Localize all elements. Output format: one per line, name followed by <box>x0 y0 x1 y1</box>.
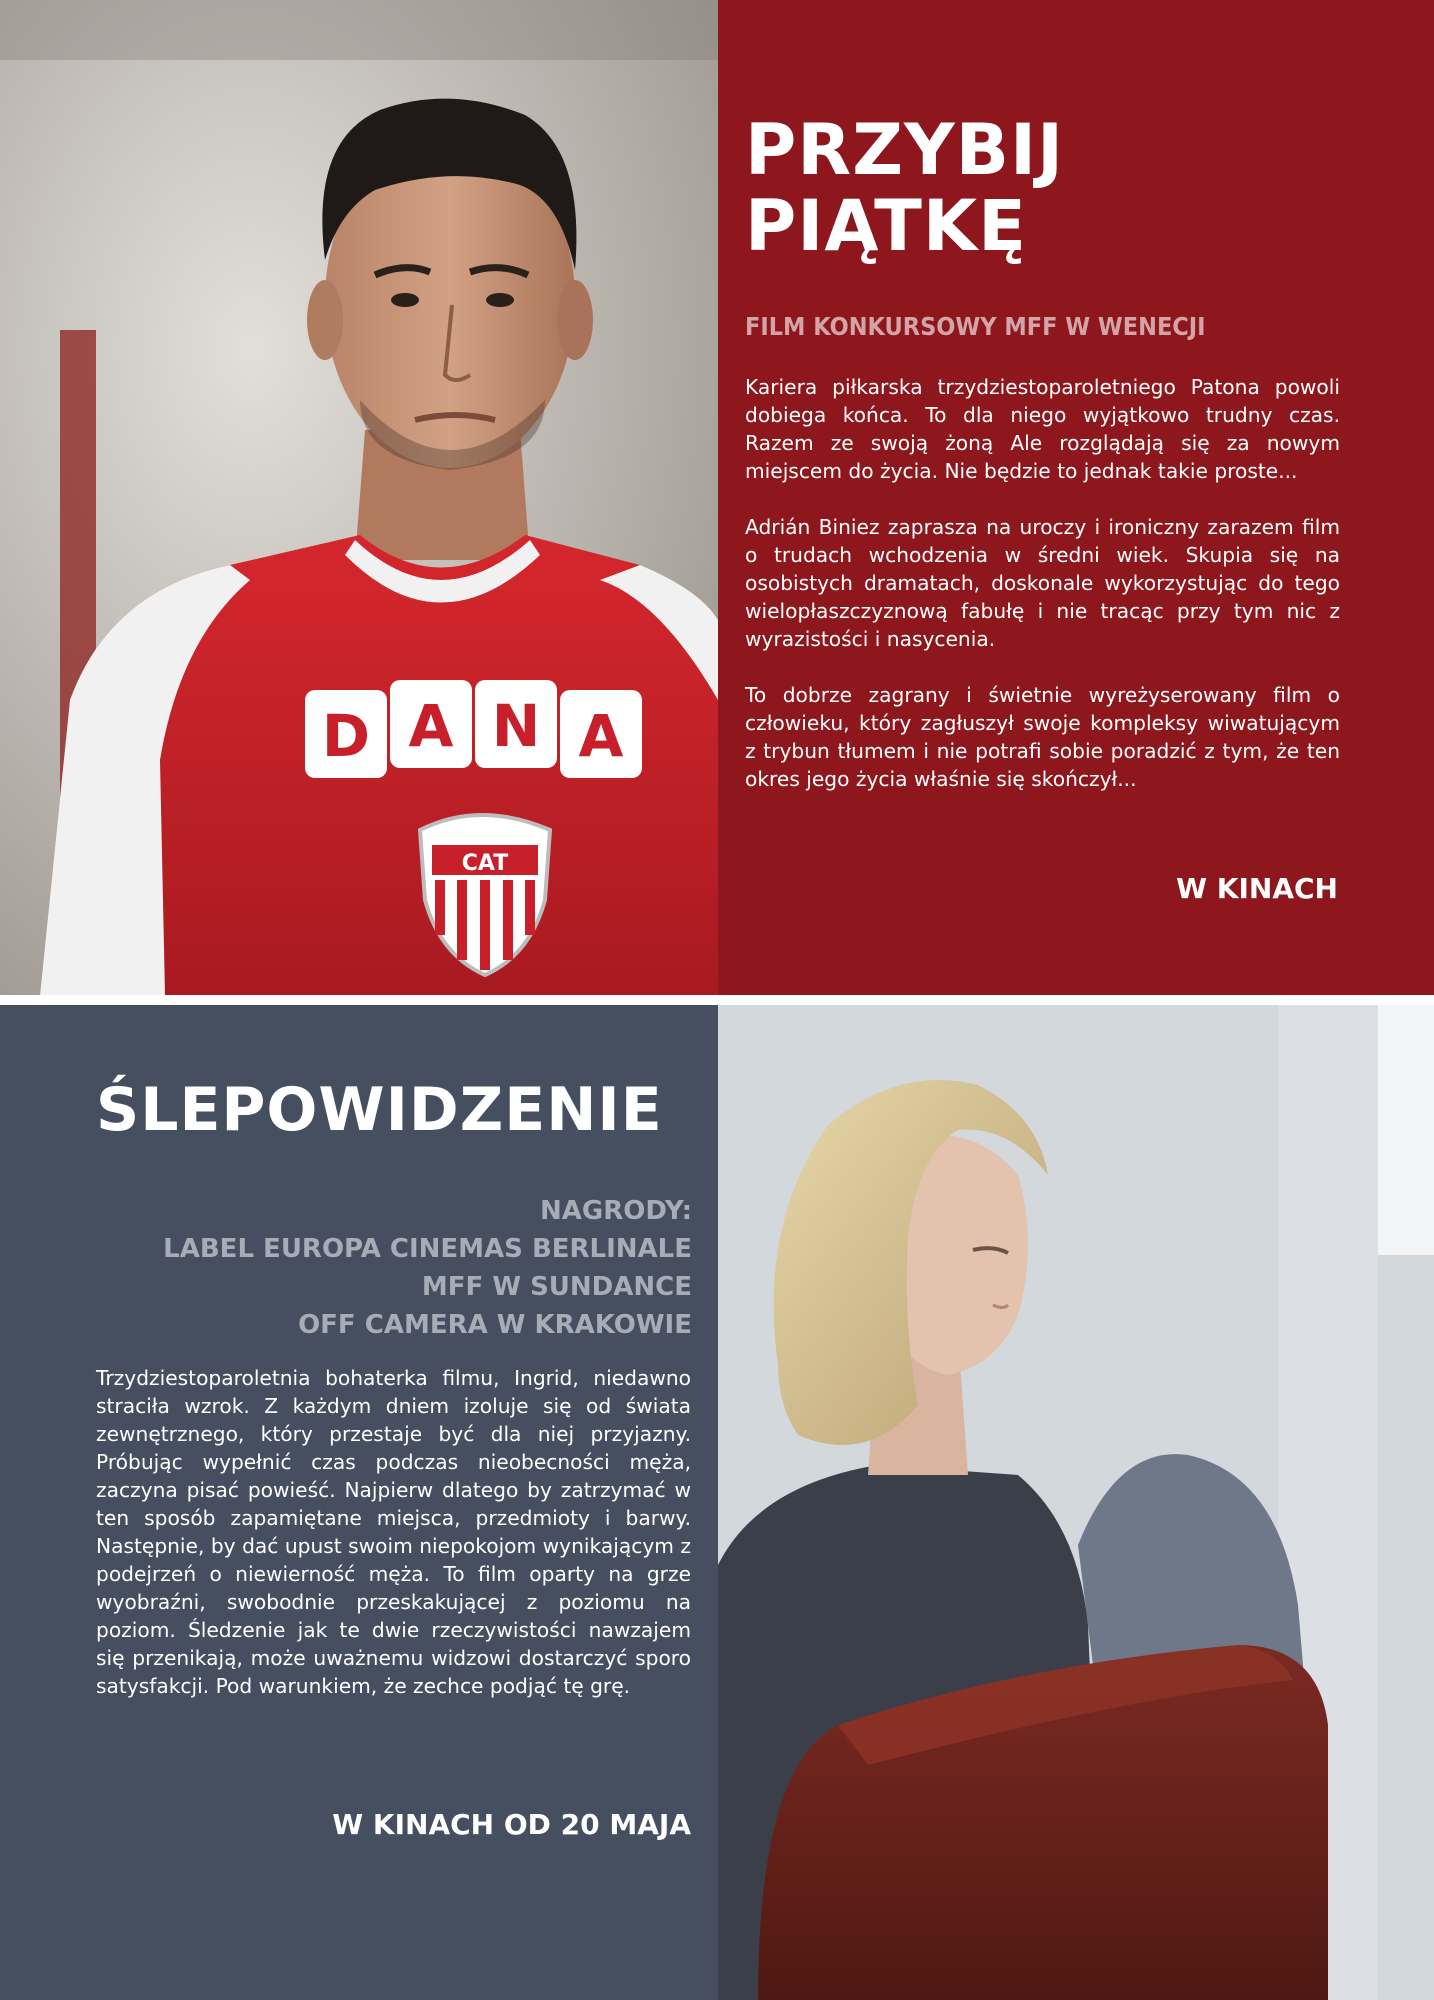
award-item: LABEL EUROPA CINEMAS BERLINALE <box>163 1234 692 1264</box>
award-item: OFF CAMERA W KRAKOWIE <box>298 1310 692 1340</box>
sponsor-letter-1: D <box>321 702 371 770</box>
top-release-info: W KINACH <box>1176 872 1338 905</box>
ear-right <box>557 280 593 360</box>
eye-right <box>486 293 514 307</box>
bottom-film-description: Trzydziestoparoletnia bohaterka filmu, Ingrid, niedawno straciła wzrok. Z każdym dniem izoluje się od świata zewnętrznego, który przestaje być dla niej przyjazny. Próbując wypełnić czas podczas nieobecności męża, zaczyna pisać powieść. Najpierw dlatego by zatrzymać w ten sposób zapamiętane miejsca, przedmioty i barwy. Następnie, by dać upust swoim niepokojom wynikającym z podejrzeń o niewierność męża. To film oparty na grze wyobraźni, swobodnie przeskakującej z poziomu na poziom. Śledzenie jak te dwie rzeczywistości nawzajem się przenikają, może uważnemu widzowi dostarczyć sporo satysfakcji. Pod warunkiem, że zechce podjąć tę grę. <box>96 1366 691 1698</box>
top-paragraph-3: To dobrze zagrany i świetnie wyreżyserowany film o człowieku, który zagłuszył swoje kompleksy wiwatującym z trybun tłumem i nie potrafi sobie poradzić z tym, że ten okres jego życia właśnie się skończył... <box>745 683 1340 791</box>
footballer-photo <box>0 0 718 995</box>
top-film-title-line-2: PIĄTKĘ <box>745 185 1027 267</box>
bottom-film-title: ŚLEPOWIDZENIE <box>96 1075 663 1145</box>
woman-illustration <box>718 1005 1434 2000</box>
top-paragraph-2: Adrián Biniez zaprasza na uroczy i ironiczny zarazem film o trudach wchodzenia w średni wiek. Skupia się na osobistych dramatach, doskonale wykorzystując do tego wielopłaszczyznową fabułę i nie tracąc przy tym nic z wyrazistości i nasycenia. <box>745 515 1340 651</box>
awards-list <box>163 1192 692 1344</box>
sponsor-letter-2: A <box>408 692 454 760</box>
top-film-title <box>745 109 1065 267</box>
top-film-title-line-1: PRZYBIJ <box>745 109 1065 191</box>
sponsor-letter-4: A <box>578 702 624 770</box>
top-paragraph-1: Kariera piłkarska trzydziestoparoletniego Patona powoli dobiega końca. To dla niego wyjątkowo trudny czas. Razem ze swoją żoną Ale rozglądają się za nowym miejscem do życia. Nie będzie to jednak takie proste... <box>745 375 1340 483</box>
sponsor-letter-3: N <box>491 692 541 760</box>
award-item: MFF W SUNDANCE <box>421 1272 692 1302</box>
woman-photo <box>718 1005 1434 2000</box>
badge-text: CAT <box>461 851 509 876</box>
footballer-illustration <box>0 0 718 995</box>
bottom-release-info: W KINACH OD 20 MAJA <box>332 1808 691 1841</box>
awards-heading: NAGRODY: <box>539 1196 692 1226</box>
eye-left <box>391 293 419 307</box>
window-light <box>1378 1005 1434 1255</box>
top-film-subtitle: FILM KONKURSOWY MFF W WENECJI <box>745 312 1206 341</box>
ear-left <box>307 280 343 360</box>
top-film-description <box>745 373 1340 821</box>
